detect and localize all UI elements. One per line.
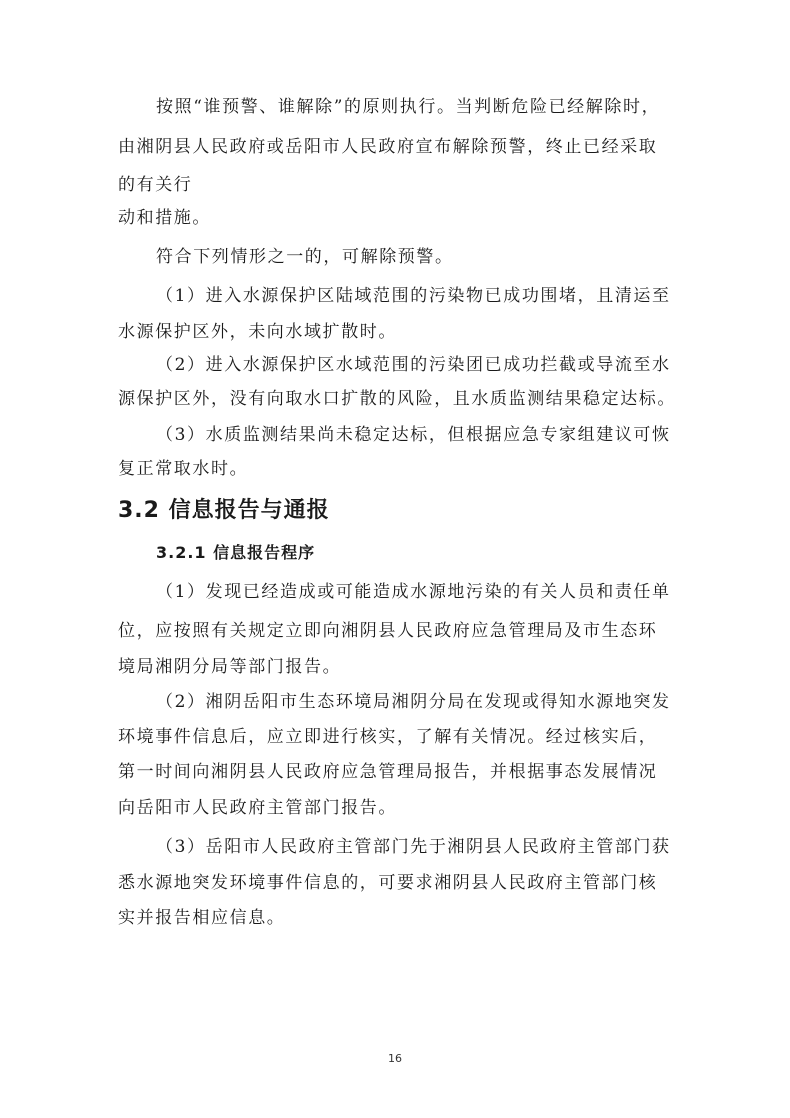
page-number: 16: [388, 1052, 402, 1065]
paragraph-line: （3）岳阳市人民政府主管部门先于湘阴县人民政府主管部门获: [156, 837, 671, 857]
paragraph-line: 第一时间向湘阴县人民政府应急管理局报告，并根据事态发展情况: [118, 762, 658, 782]
paragraph-line: 实并报告相应信息。: [118, 908, 286, 928]
paragraph-line: 源保护区外，没有向取水口扩散的风险，且水质监测结果稳定达标。: [118, 389, 676, 409]
paragraph-line: 向岳阳市人民政府主管部门报告。: [118, 798, 397, 818]
paragraph-line: 悉水源地突发环境事件信息的，可要求湘阴县人民政府主管部门核: [118, 873, 658, 893]
paragraph-line: 动和措施。: [118, 208, 211, 228]
section-heading: 3.2 信息报告与通报: [118, 498, 330, 523]
paragraph-line: （3）水质监测结果尚未稳定达标，但根据应急专家组建议可恢: [156, 425, 671, 445]
paragraph-line: 符合下列情形之一的，可解除预警。: [156, 247, 454, 267]
subsection-heading: 3.2.1 信息报告程序: [156, 543, 316, 562]
paragraph-line: 环境事件信息后，应立即进行核实，了解有关情况。经过核实后，: [118, 727, 658, 747]
paragraph-line: 的有关行: [118, 175, 193, 195]
paragraph-line: （1）发现已经造成或可能造成水源地污染的有关人员和责任单: [156, 582, 671, 602]
paragraph-line: （2）进入水源保护区水域范围的污染团已成功拦截或导流至水: [156, 355, 671, 375]
paragraph-line: 水源保护区外，未向水域扩散时。: [118, 322, 397, 342]
paragraph-line: 复正常取水时。: [118, 459, 249, 479]
paragraph-line: 由湘阴县人民政府或岳阳市人民政府宣布解除预警，终止已经采取: [118, 137, 658, 157]
paragraph-line: 境局湘阴分局等部门报告。: [118, 657, 342, 677]
paragraph-line: 按照“谁预警、谁解除”的原则执行。当判断危险已经解除时，: [156, 97, 661, 117]
paragraph-line: （1）进入水源保护区陆域范围的污染物已成功围堵，且清运至: [156, 286, 671, 306]
paragraph-line: 位，应按照有关规定立即向湘阴县人民政府应急管理局及市生态环: [118, 621, 658, 641]
paragraph-line: （2）湘阴岳阳市生态环境局湘阴分局在发现或得知水源地突发: [156, 692, 671, 712]
